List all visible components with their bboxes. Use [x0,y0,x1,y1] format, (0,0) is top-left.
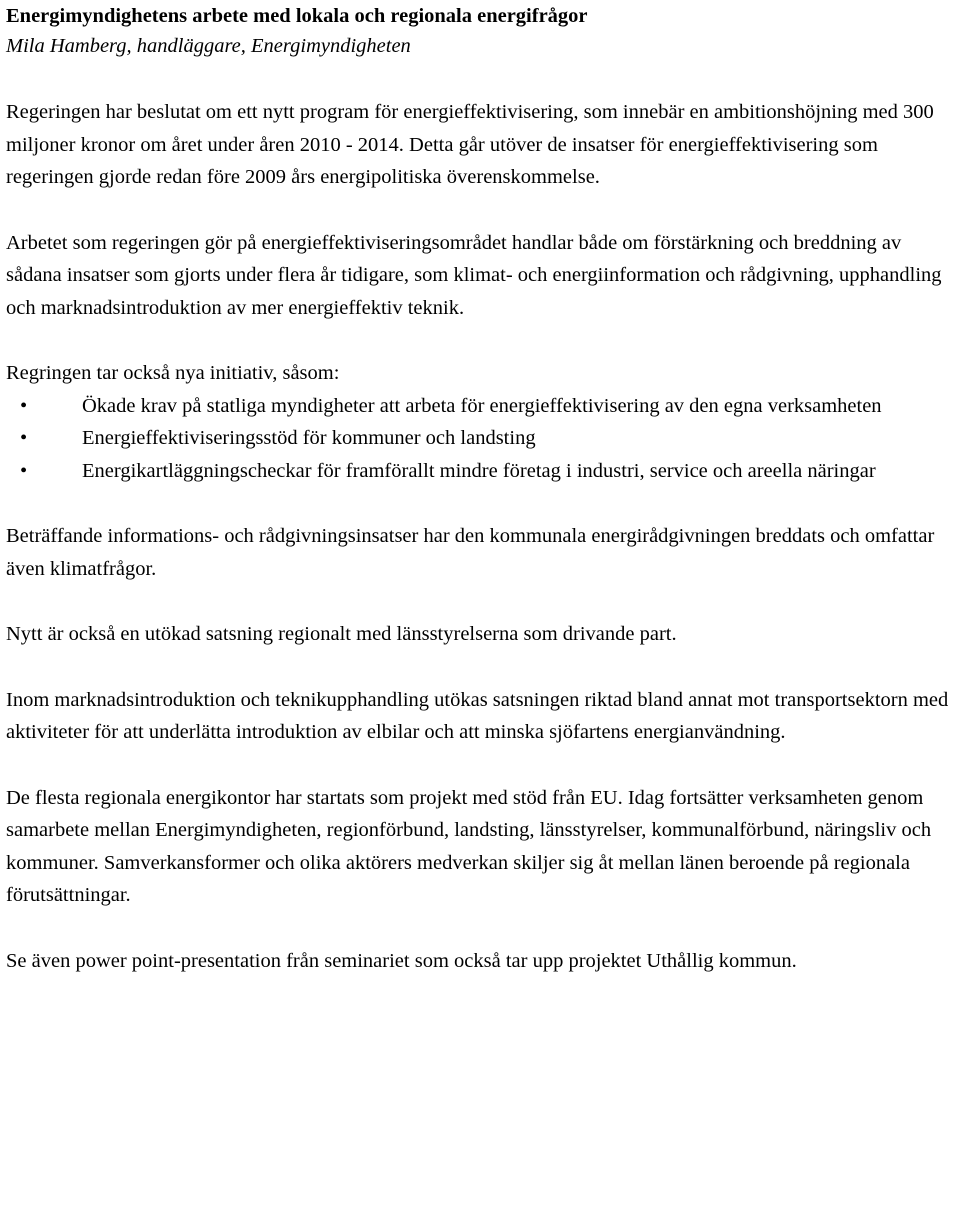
document-page [6,0,954,977]
paragraph-program: Regeringen har beslutat om ett nytt program för energieffektivisering, som innebär en ambitionshöjning med 300 miljoner kronor om året under åren 2010 - 2014. Detta går utöver de insatser för energieffektivisering som regeringen gjorde redan före 2009 års energipolitiska överenskommelse. [6,101,934,188]
document-byline: Mila Hamberg, handläggare, Energimyndigheten [6,35,411,57]
list-item-text: Energikartläggningscheckar för framförallt mindre företag i industri, service och areella näringar [82,459,876,482]
paragraph-arbetet: Arbetet som regeringen gör på energieffektiviseringsområdet handlar både om förstärkning och breddning av sådana insatser som gjorts under flera år tidigare, som klimat- och energiinformation och rådgivning, upphandling och marknadsintroduktion av mer energieffektiv teknik. [6,231,942,319]
document-title: Energimyndighetens arbete med lokala och regionala energifrågor [6,5,588,27]
paragraph-energy-offices: De flesta regionala energikontor har startats som projekt med stöd från EU. Idag fortsätter verksamheten genom samarbete mellan Energimyndigheten, regionförbund, landsting, länsstyrelser, kommunalförbund, näringsliv och kommuner. Samverkansformer och olika aktörers medverkan skiljer sig åt mellan länen beroende på regionala förutsättningar. [6,786,932,906]
bullet-icon: • [20,394,28,417]
paragraph-regional: Nytt är också en utökad satsning regionalt med länsstyrelserna som drivande part. [6,623,677,645]
initiative-list [6,390,954,488]
paragraph-see-also: Se även power point-presentation från seminariet som också tar upp projektet Uthållig kommun. [6,949,797,972]
list-intro: Regringen tar också nya initiativ, såsom: [6,362,340,384]
paragraph-market-introduction: Inom marknadsintroduktion och teknikupphandling utökas satsningen riktad bland annat mot transportsektorn med aktiviteter för att underlätta introduktion av elbilar och att minska sjöfartens energianvändning. [6,688,949,743]
list-item-text: Ökade krav på statliga myndigheter att arbeta för energieffektivisering av den egna verksamheten [82,394,882,417]
list-item [6,390,954,423]
list-item-text: Energieffektiviseringsstöd för kommuner och landsting [82,427,536,449]
bullet-icon: • [20,427,28,449]
list-item [6,455,954,488]
paragraph-information: Beträffande informations- och rådgivningsinsatser har den kommunala energirådgivningen breddats och omfattar även klimatfrågor. [6,525,935,580]
bullet-icon: • [20,459,28,482]
list-item [6,422,954,455]
